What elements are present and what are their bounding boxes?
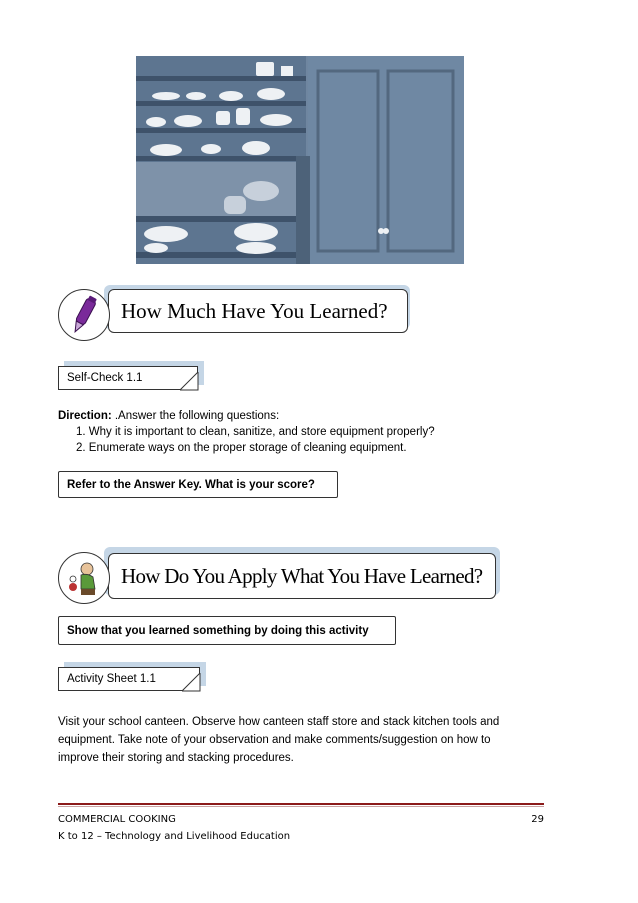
footer-rule	[58, 803, 544, 805]
pen-icon	[59, 290, 109, 340]
footer-course: COMMERCIAL COOKING	[58, 814, 176, 825]
label-fold	[180, 372, 200, 392]
show-activity-text: Show that you learned something by doing this activity	[67, 624, 369, 637]
worker-icon	[59, 553, 109, 603]
question-item	[76, 424, 576, 440]
label-fold	[182, 673, 202, 693]
pantry-photo	[136, 56, 464, 264]
direction-text: .Answer the following questions:	[111, 410, 280, 422]
activity-instructions: Visit your school canteen. Observe how canteen staff store and stack kitchen tools and equipment. Take note of your observation and make comments/suggestion on how to improve their storing and stacking procedures.	[58, 716, 500, 764]
section-banner-apply	[108, 553, 496, 599]
pen-circle	[58, 289, 110, 341]
page-number: 29	[531, 814, 544, 825]
banner-title: How Do You Apply What You Have Learned?	[121, 563, 483, 588]
answer-key-box	[58, 471, 338, 498]
self-check-label	[58, 366, 198, 390]
answer-key-text: Refer to the Answer Key. What is your score?	[67, 478, 315, 491]
pantry-illustration	[136, 56, 464, 264]
question-item	[76, 440, 576, 456]
footer-rule-thin	[58, 806, 544, 807]
question-text: Enumerate ways on the proper storage of cleaning equipment.	[88, 442, 407, 454]
self-check-text: Self-Check 1.1	[67, 372, 143, 384]
question-number: 1.	[76, 426, 86, 438]
banner-title: How Much Have You Learned?	[121, 298, 388, 323]
show-activity-box	[58, 616, 396, 645]
footer-subtitle: K to 12 – Technology and Livelihood Education	[58, 831, 291, 842]
worker-circle	[58, 552, 110, 604]
direction-label: Direction:	[58, 410, 112, 422]
question-text: Why it is important to clean, sanitize, and store equipment properly?	[88, 426, 435, 438]
footer-text	[58, 811, 290, 845]
direction	[58, 408, 578, 424]
question-list	[76, 424, 576, 456]
section-banner-learned	[108, 289, 408, 333]
activity-sheet-text: Activity Sheet 1.1	[67, 673, 156, 685]
activity-sheet-label	[58, 667, 200, 691]
question-number: 2.	[76, 442, 86, 454]
